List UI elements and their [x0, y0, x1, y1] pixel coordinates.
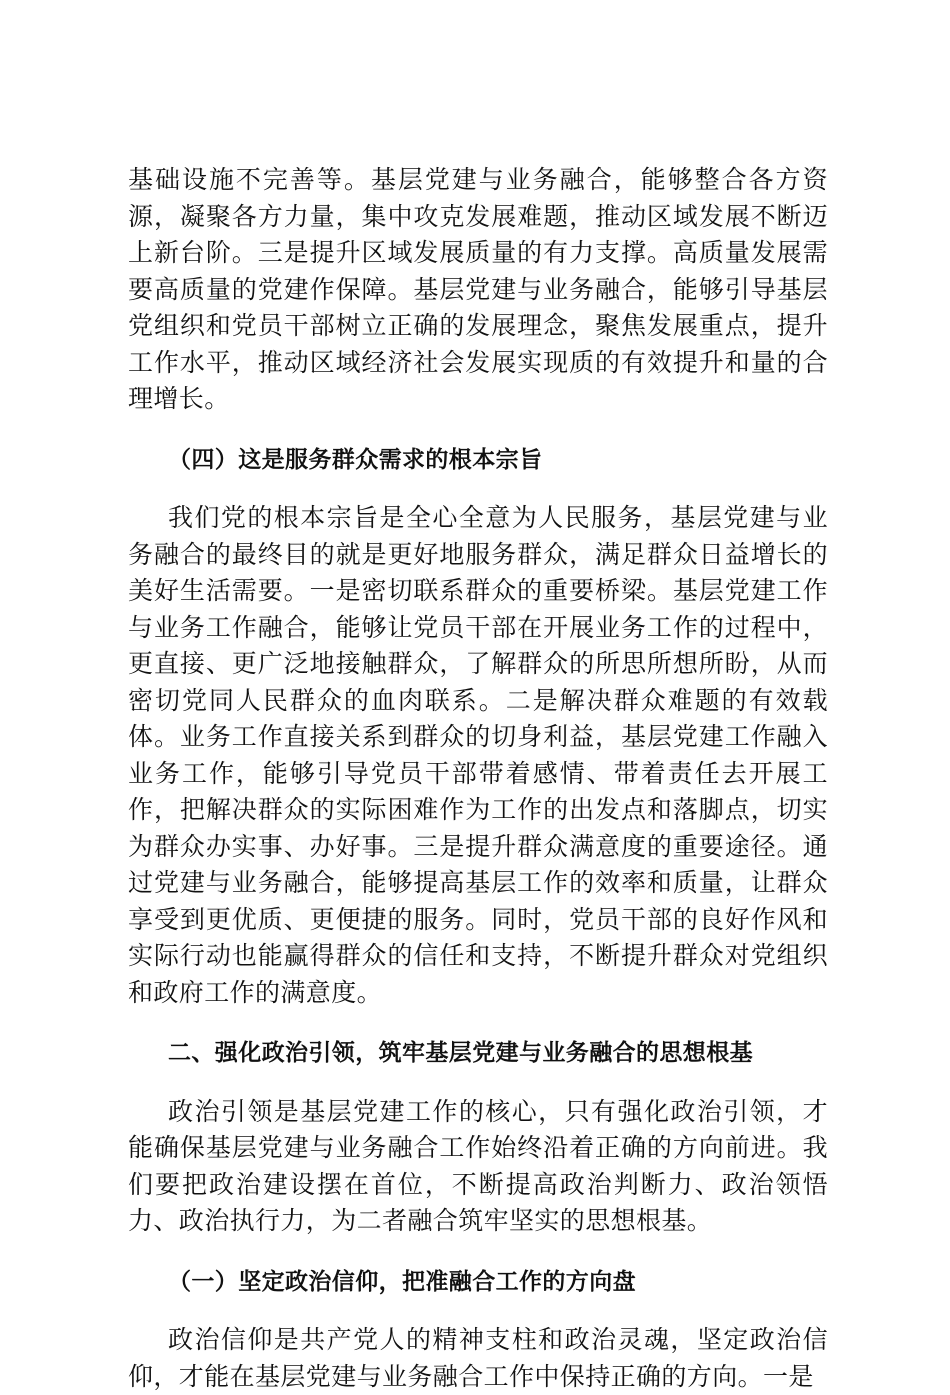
spacer [128, 1072, 828, 1094]
paragraph-political-guidance: 政治引领是基层党建工作的核心，只有强化政治引领，才能确保基层党建与业务融合工作始终沿着正确的方向前进。我们要把政治建设摆在首位，不断提高政治判断力、政治领悟力、政治执行力，为二者融合筑牢坚实的思想根基。 [128, 1096, 828, 1235]
chapter-heading-two: 二、强化政治引领，筑牢基层党建与业务融合的思想根基 [168, 1040, 753, 1066]
section-heading-one: （一）坚定政治信仰，把准融合工作的方向盘 [168, 1268, 636, 1295]
spacer [128, 478, 828, 500]
spacer [128, 1300, 828, 1322]
spacer [128, 1011, 828, 1035]
section-heading-four: （四）这是服务群众需求的根本宗旨 [168, 446, 543, 473]
spacer [128, 1240, 828, 1264]
paragraph-political-belief: 政治信仰是共产党人的精神支柱和政治灵魂，坚定政治信仰，才能在基层党建与业务融合工作中保持正确的方向。一是 [128, 1325, 828, 1391]
document-body [128, 162, 828, 1395]
paragraph-continued: 基础设施不完善等。基层党建与业务融合，能够整合各方资源，凝聚各方力量，集中攻克发展难题，推动区域发展不断迈上新台阶。三是提升区域发展质量的有力支撑。高质量发展需要高质量的党建作保障。基层党建与业务融合，能够引导基层党组织和党员干部树立正确的发展理念，聚焦发展重点，提升工作水平，推动区域经济社会发展实现质的有效提升和量的合理增长。 [128, 165, 828, 413]
spacer [128, 418, 828, 442]
paragraph-serving-people: 我们党的根本宗旨是全心全意为人民服务，基层党建与业务融合的最终目的就是更好地服务群众，满足群众日益增长的美好生活需要。一是密切联系群众的重要桥梁。基层党建工作与业务工作融合，能够让党员干部在开展业务工作的过程中，更直接、更广泛地接触群众，了解群众的所思所想所盼，从而密切党同人民群众的血肉联系。二是解决群众难题的有效载体。业务工作直接关系到群众的切身利益，基层党建工作融入业务工作，能够引导党员干部带着感情、带着责任去开展工作，把解决群众的实际困难作为工作的出发点和落脚点，切实为群众办实事、办好事。三是提升群众满意度的重要途径。通过党建与业务融合，能够提高基层工作的效率和质量，让群众享受到更优质、更便捷的服务。同时，党员干部的良好作风和实际行动也能赢得群众的信任和支持，不断提升群众对党组织和政府工作的满意度。 [128, 503, 828, 1007]
